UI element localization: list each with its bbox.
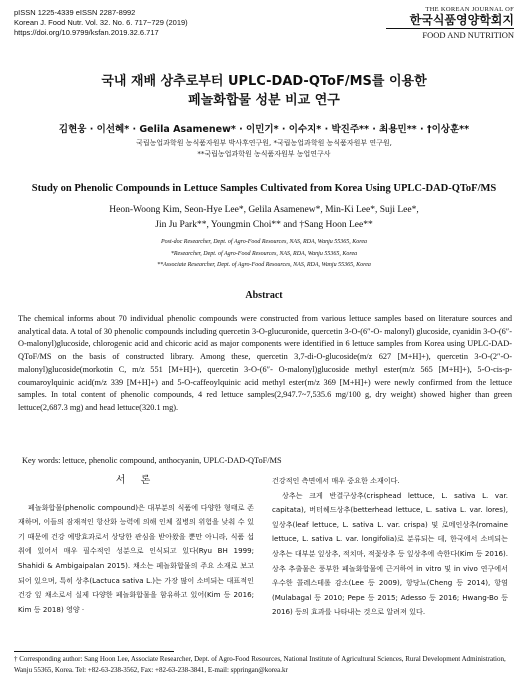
korean-affiliation-line: 국립농업과학원 농식품자원부 박사후연구원, *국립농업과학원 농식품자원부 연구원,	[136, 139, 392, 147]
journal-logo-block	[386, 6, 514, 40]
english-affiliation-line: **Associate Researcher, Dept. of Agro-Food Resources, NAS, RDA, Wanju 55365, Korea	[157, 262, 371, 268]
english-affiliations	[0, 237, 528, 272]
english-affiliation-line: *Researcher, Dept. of Agro-Food Resources, NAS, RDA, Wanju 55365, Korea	[170, 250, 358, 257]
footnote-divider	[14, 651, 174, 652]
journal-name-en-top: THE KOREAN JOURNAL OF	[425, 6, 514, 13]
korean-title-line: 페놀화합물 성분 비교 연구	[188, 93, 340, 108]
doi-link[interactable]: https://doi.org/10.9799/ksfan.2019.32.6.717	[14, 28, 159, 37]
body-paragraph: 상추는 크게 반결구상추(crisphead lettuce, L. sativa L. var. capitata), 버터헤드상추(betterhead lettuce, L. sativa L. var. lores), 잎상추(leaf lettuce, L. sativa L. var. crispa) 및 로메인상추(romaine lettuce, L. sativa L. var. longifolia)로 분류되는 데, 한국에서 소비되는 상추는 대부분 잎상추, 적치마, 적꽃상추 등 잎상추에 속한다(Kim 등 2016). 상추 추출물은 풍부한 페놀화합물에 근거하여 in vitro 및 in vivo 연구에서 우수한 콜레스테롤 감소(Lee 등 2009), 항당뇨(Cheng 등 2014), 항염(Mulabagal 등 2010; Pepe 등 2015; Adesso 등 2016; Hwang-Bo 등 2016) 등의 효과를 나타내는 것으로 알려져 있다.	[272, 490, 508, 617]
body-column-left	[18, 474, 254, 617]
korean-title-line: 국내 재배 상추로부터 UPLC-DAD-QToF/MS를 이용한	[101, 74, 427, 89]
english-title: Study on Phenolic Compounds in Lettuce Samples Cultivated from Korea Using UPLC-DAD-QToF/MS	[31, 183, 497, 194]
body-paragraph: 페놀화합물(phenolic compound)은 대부분의 식품에 다양한 형태로 존재하며, 이들의 잠재적인 항산화 능력에 의해 인체 질병의 위험을 낮춰 수 있기 때문에 건강 예방효과로서 상당한 관심을 받아왔을 뿐만 아니라, 식품 섭취에 있어서 매우 필수적인 성분으로 인식되고 있다(Ryu BH 1999; Shahidi & Ambigaipalan 2015). 채소는 페놀화합물의 주요 소재로 보고되어 있으며, 특히 상추(Lactuca sativa L.)는 가장 많이 소비되는 대표적인 건강 잎 채소로서 실제 다양한 페놀화합물을 함유하고 있어(Kim 등 2016; Kim 등 2018) 영양 ·	[18, 502, 254, 614]
issn-line: pISSN 1225-4339 eISSN 2287-8992	[14, 8, 136, 17]
body-column-right	[272, 474, 508, 620]
body-paragraph: 건강적인 측면에서 매우 중요한 소재이다.	[272, 476, 400, 485]
abstract-body: The chemical informs about 70 individual phenolic compounds were constructed from various lettuce samples based on literature sources and analytical data. A total of 30 phenolic compounds including quercetin 3-O-glucuronide, quercetin 3-O-(6″-O- malonyl) glucoside, cyanidin 3-O-(6″-O-malonyl)glucoside, chlorogenic acid and chicoric acid as major components were identified in 6 lettuce samples from Korea using UPLC-DAD-QToF/MS on the basis of constructed library. Among these, quercetin 3,7-di-O-glucoside(m/z 627 [M+H]+), quercetin 3-O-(2″-O-malonyl)glucoside(morkotin C, m/z 551 [M+H]+), quercetin 3-O-(6″- O-malonyl)glucoside methyl ester(m/z 565 [M+H]+), 5-O-cis-p-coumaroylquinic acid(m/z 339 [M+H]+) and 5-O-caffeoylquinic acid methyl ester(m/z 369 [M+H]+) were newly confirmed from the lettuce samples. In total content of phenolic compounds, 4 red lettuce samples(2,947.7~7,535.6 mg/100 g, dry weight) showed higher than green lettuce(2,687.3 mg) and head lettuce(320.1 mg).	[18, 314, 512, 412]
introduction-heading: 서 론	[115, 475, 157, 486]
journal-header-left	[14, 8, 188, 38]
english-affiliation-line: Post-doc Researcher, Dept. of Agro-Food Resources, NAS, RDA, Wanju 55365, Korea	[160, 239, 368, 245]
abstract-heading: Abstract	[245, 290, 283, 301]
korean-authors: 김현웅 · 이선혜* · Gelila Asamenew* · 이민기* · 이수지* · 박진주** · 최용민** · †이상훈**	[58, 124, 470, 135]
keywords-line: Key words: lettuce, phenolic compound, anthocyanin, UPLC-DAD-QToF/MS	[22, 456, 282, 465]
english-authors-line: Heon-Woong Kim, Seon-Hye Lee*, Gelila Asamenew*, Min-Ki Lee*, Suji Lee*,	[109, 205, 419, 215]
english-authors-line: Jin Ju Park**, Youngmin Choi** and †Sang Hoon Lee**	[155, 220, 373, 230]
korean-title	[0, 72, 528, 110]
journal-name-kr: 한국식품영양학회지	[409, 13, 514, 27]
korean-affiliation-line: **국립농업과학원 농식품자원부 농업연구사	[197, 150, 331, 158]
korean-affiliations	[0, 138, 528, 160]
journal-name-en-bottom: FOOD AND NUTRITION	[386, 28, 514, 40]
citation-line: Korean J. Food Nutr. Vol. 32. No. 6. 717~729 (2019)	[14, 18, 188, 27]
corresponding-author-footnote: † Corresponding author: Sang Hoon Lee, Associate Researcher, Dept. of Agro-Food Resources, National Institute of Agricultural Sciences, Rural Development Administration, Wanju 55365, Korea. Tel: +82-63-238-3562, Fax: +82-63-238-3841, E-mail: sppringan@korea.kr	[14, 655, 506, 674]
english-authors	[0, 203, 528, 233]
